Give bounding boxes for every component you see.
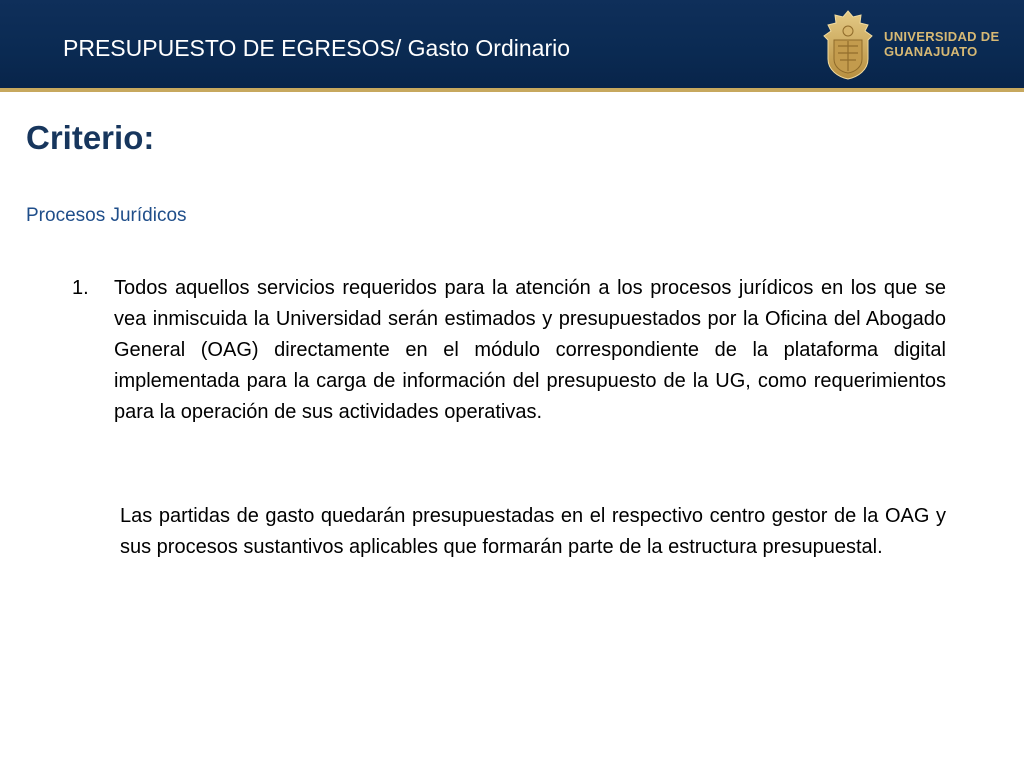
- section-subtitle: Procesos Jurídicos: [26, 205, 187, 226]
- university-name-line-2: GUANAJUATO: [884, 44, 978, 59]
- university-name: [884, 29, 999, 59]
- university-name-line-1: UNIVERSIDAD DE: [884, 29, 1000, 44]
- university-logo: [822, 9, 1014, 81]
- header-title: PRESUPUESTO DE EGRESOS/ Gasto Ordinario: [63, 35, 571, 61]
- slide-header: [0, 0, 1024, 88]
- page-title: Criterio:: [26, 119, 155, 156]
- header-divider: [0, 88, 1024, 92]
- criterion-list-item: [72, 273, 946, 428]
- list-item-text: Todos aquellos servicios requeridos para la atención a los procesos jurídicos en los que se vea inmiscuida la Universidad serán estimados y presupuestados por la Oficina del Abogado General (OAG) directamente en el módulo correspondiente de la plataforma digital implementada para la carga de información del presupuesto de la UG, como requerimientos para la operación de sus actividades operativas.: [114, 277, 946, 423]
- university-crest-icon: [822, 9, 874, 81]
- budget-note-paragraph: Las partidas de gasto quedarán presupuestadas en el respectivo centro gestor de la OAG y sus procesos sustantivos aplicables que formarán parte de la estructura presupuestal.: [120, 505, 946, 558]
- list-item-number: 1.: [72, 277, 89, 299]
